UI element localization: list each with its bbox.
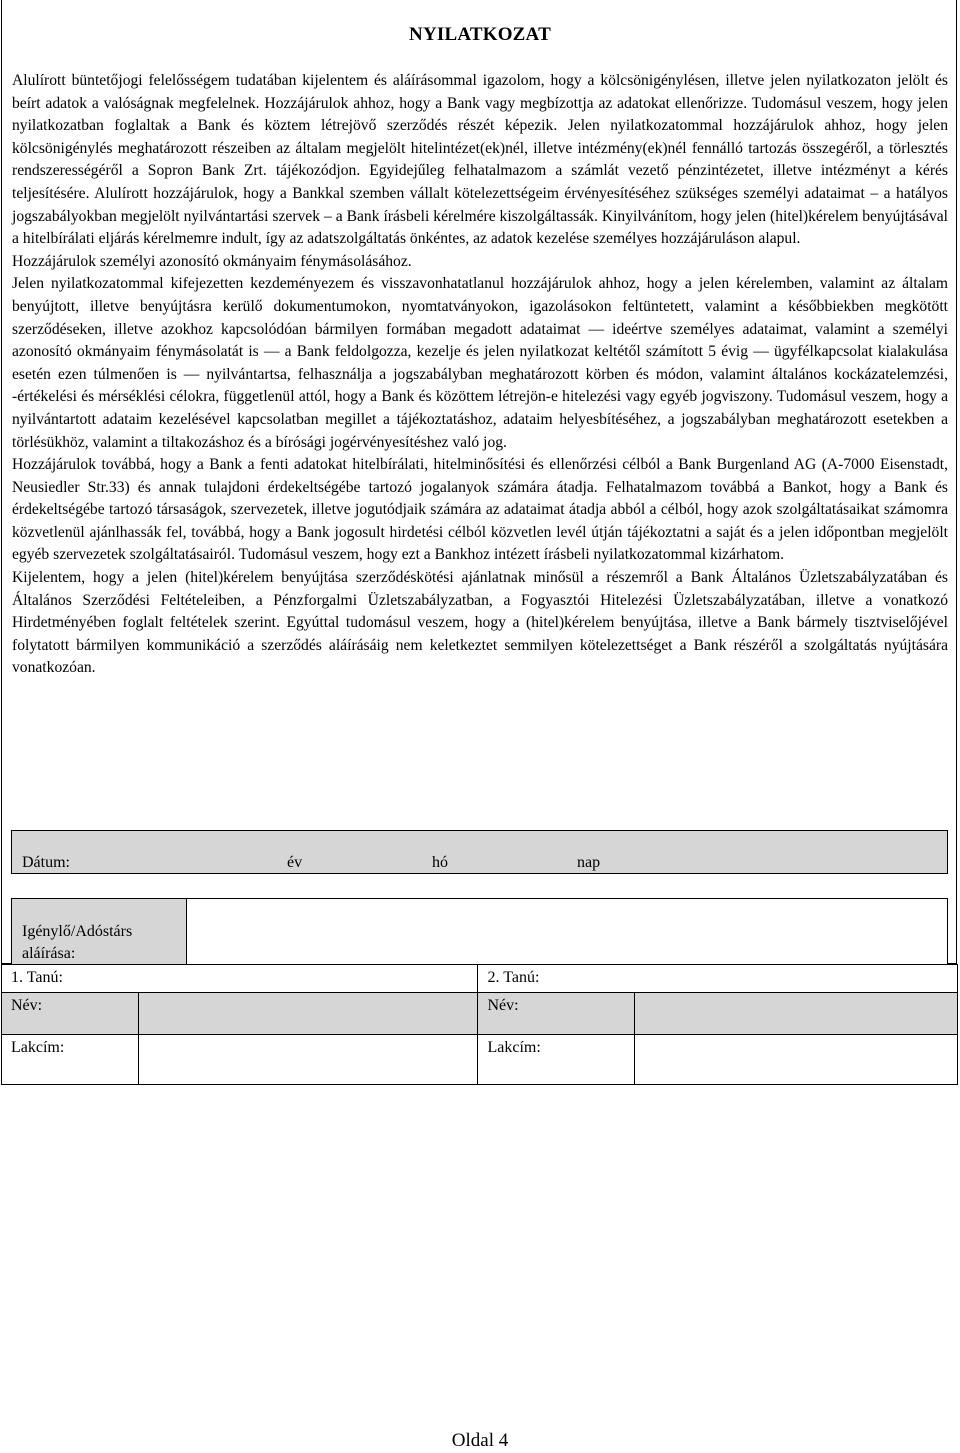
witness2-header: 2. Tanú: xyxy=(478,965,958,993)
paragraph-id-copy: Hozzájárulok személyi azonosító okmányaim fénymásolásához. xyxy=(12,252,412,270)
witness1-address-field[interactable] xyxy=(138,1035,478,1085)
paragraph-contract-offer: Kijelentem, hogy a jelen (hitel)kérelem benyújtása szerződéskötési ajánlatnak minősül a részemről a Bank Általános Üzletszabályzatában és Általános Szerződési Feltételeiben, a Pénzforgalmi Üzletszabályzatban, a Fogyasztói Hitelezési Üzletszabályzatában, illetve a vonatkozó Hirdetményében foglalt feltételek szerint. Egyúttal tudomásul veszem, hogy a (hitel)kérelem benyújtása, illetve a Bank bármely tisztviselőjével folytatott bármilyen kommunikáció a szerződés aláírásáig nem keletkeztet semmilyen kötelezettséget a Bank részéről a szolgáltatás nyújtására vonatkozóan. xyxy=(12,569,948,677)
document-title: NYILATKOZAT xyxy=(409,24,551,45)
date-field[interactable] xyxy=(11,830,948,874)
witness2-address-field[interactable] xyxy=(635,1035,958,1085)
witness1-address-label: Lakcím: xyxy=(2,1035,139,1085)
page-number: Oldal 4 xyxy=(451,1430,509,1451)
month-label: hó xyxy=(432,854,448,871)
paragraph-data-transfer: Hozzájárulok továbbá, hogy a Bank a fenti adatokat hitelbírálati, hitelminősítési és ellenőrzési célból a Bank Burgenland AG (A-7000 Eisenstadt, Neusiedler Str.33) és annak tulajdoni érdekeltségébe tartozó jogalanyok számára átadja. Felhatalmazom továbbá a Bankot, hogy a Bank és érdekeltségébe tartozó társaságok, szervezetek, illetve jogutódjaik számára az adataimat átadja abból a célból, hogy azok szolgáltatásaikat számomra közvetlenül ajánlhassák fel, továbbá, hogy a Bank jogosult hirdetési célból közvetlen levél útján tájékoztatni a saját és a jelen időpontban megjelölt egyéb szervezetek szolgáltatásairól. Tudomásul veszem, hogy ezt a Bankhoz intézett írásbeli nyilatkozatommal kizárhatom. xyxy=(12,456,948,564)
signature-field[interactable] xyxy=(187,899,947,964)
date-label: Dátum: xyxy=(22,854,70,871)
paragraph-data-processing: Jelen nyilatkozatommal kifejezetten kezdeményezem és visszavonhatatlanul hozzájárulok ahhoz, hogy a jelen kérelemben, valamint az általam benyújtott, illetve benyújtásra kerülő dokumentumokon, nyomtatványokon, igazolásokon feltüntetett, valamint a későbbiekben megkötött szerződéseken, illetve azokhoz kapcsolódóan bármilyen formában megadott adataimat — ideértve személyes adataimat, valamint a személyi azonosító okmányaim fénymásolatát is — a Bank feldolgozza, kezelje és jelen nyilatkozat keltétől számított 5 évig — ügyfélkapcsolat kialakulása esetén ezen túlmenően is — nyilvántartsa, felhasználja a jogszabályban meghatározott körben és módon, valamint általános kockázatelemzési, -értékelési és mérséklési célokra, függetlenül attól, hogy a Bank és közöttem létrejön-e hitelezési vagy egyéb jogviszony. Tudomásul veszem, hogy a nyilvántartott adataim kezelésével kapcsolatban megillet a tájékoztatáshoz, adataim helyesbítéséhez, a jogszabályban meghatározott esetekben a törlésükhöz, valamint a tiltakozáshoz és a bírósági jogérvényesítéshez való jog. xyxy=(12,275,948,451)
witness1-header: 1. Tanú: xyxy=(2,965,478,993)
paragraph-consent-verification: Alulírott büntetőjogi felelősségem tudatában kijelentem és aláírásommal igazolom, hogy a kölcsönigénylésen, illetve jelen nyilatkozaton jelölt és beírt adatok a valóságnak megfelelnek. Hozzájárulok ahhoz, hogy a Bank vagy megbízottja az adatokat ellenőrizze. Tudomásul veszem, hogy jelen nyilatkozatban foglaltak a Bank és köztem létrejövő szerződés részét képezik. Jelen nyilatkozatommal hozzájárulok ahhoz, hogy jelen kölcsönigénylés meghatározott részeiben az általam megjelölt hitelintézet(ek)nél, illetve intézmény(ek)nél fennálló tartozás összegéről, a törlesztés rendszerességéről a Sopron Bank Zrt. tájékozódjon. Egyidejűleg felhatalmazom a számlát vezető pénzintézetet, illetve intézményt a kérés teljesítésére. Alulírott hozzájárulok, hogy a Bankkal szemben vállalt kötelezettségeim érvényesítéséhez szükséges személyi adataimat – a hatályos jogszabályokban megjelölt nyilvántartási szervek – a Bank írásbeli kérelmére kiszolgáltassák. Kinyilvánítom, hogy jelen (hitel)kérelem benyújtásával a hitelbírálati eljárás kérelmemre indult, így az adatszolgáltatás önkéntes, az adatok kezelése személyes hozzájáruláson alapul. xyxy=(12,72,948,248)
witness1-name-field[interactable] xyxy=(138,993,478,1035)
witness2-address-label: Lakcím: xyxy=(478,1035,635,1085)
witness-table xyxy=(1,964,958,1085)
year-label: év xyxy=(287,854,303,871)
signature-label: Igénylő/Adóstárs aláírása: xyxy=(12,899,187,964)
day-label: nap xyxy=(577,854,601,871)
witness2-name-field[interactable] xyxy=(635,993,958,1035)
declaration-body xyxy=(12,70,948,680)
witness2-name-label: Név: xyxy=(478,993,635,1035)
signature-row xyxy=(11,898,948,964)
witness1-name-label: Név: xyxy=(2,993,139,1035)
